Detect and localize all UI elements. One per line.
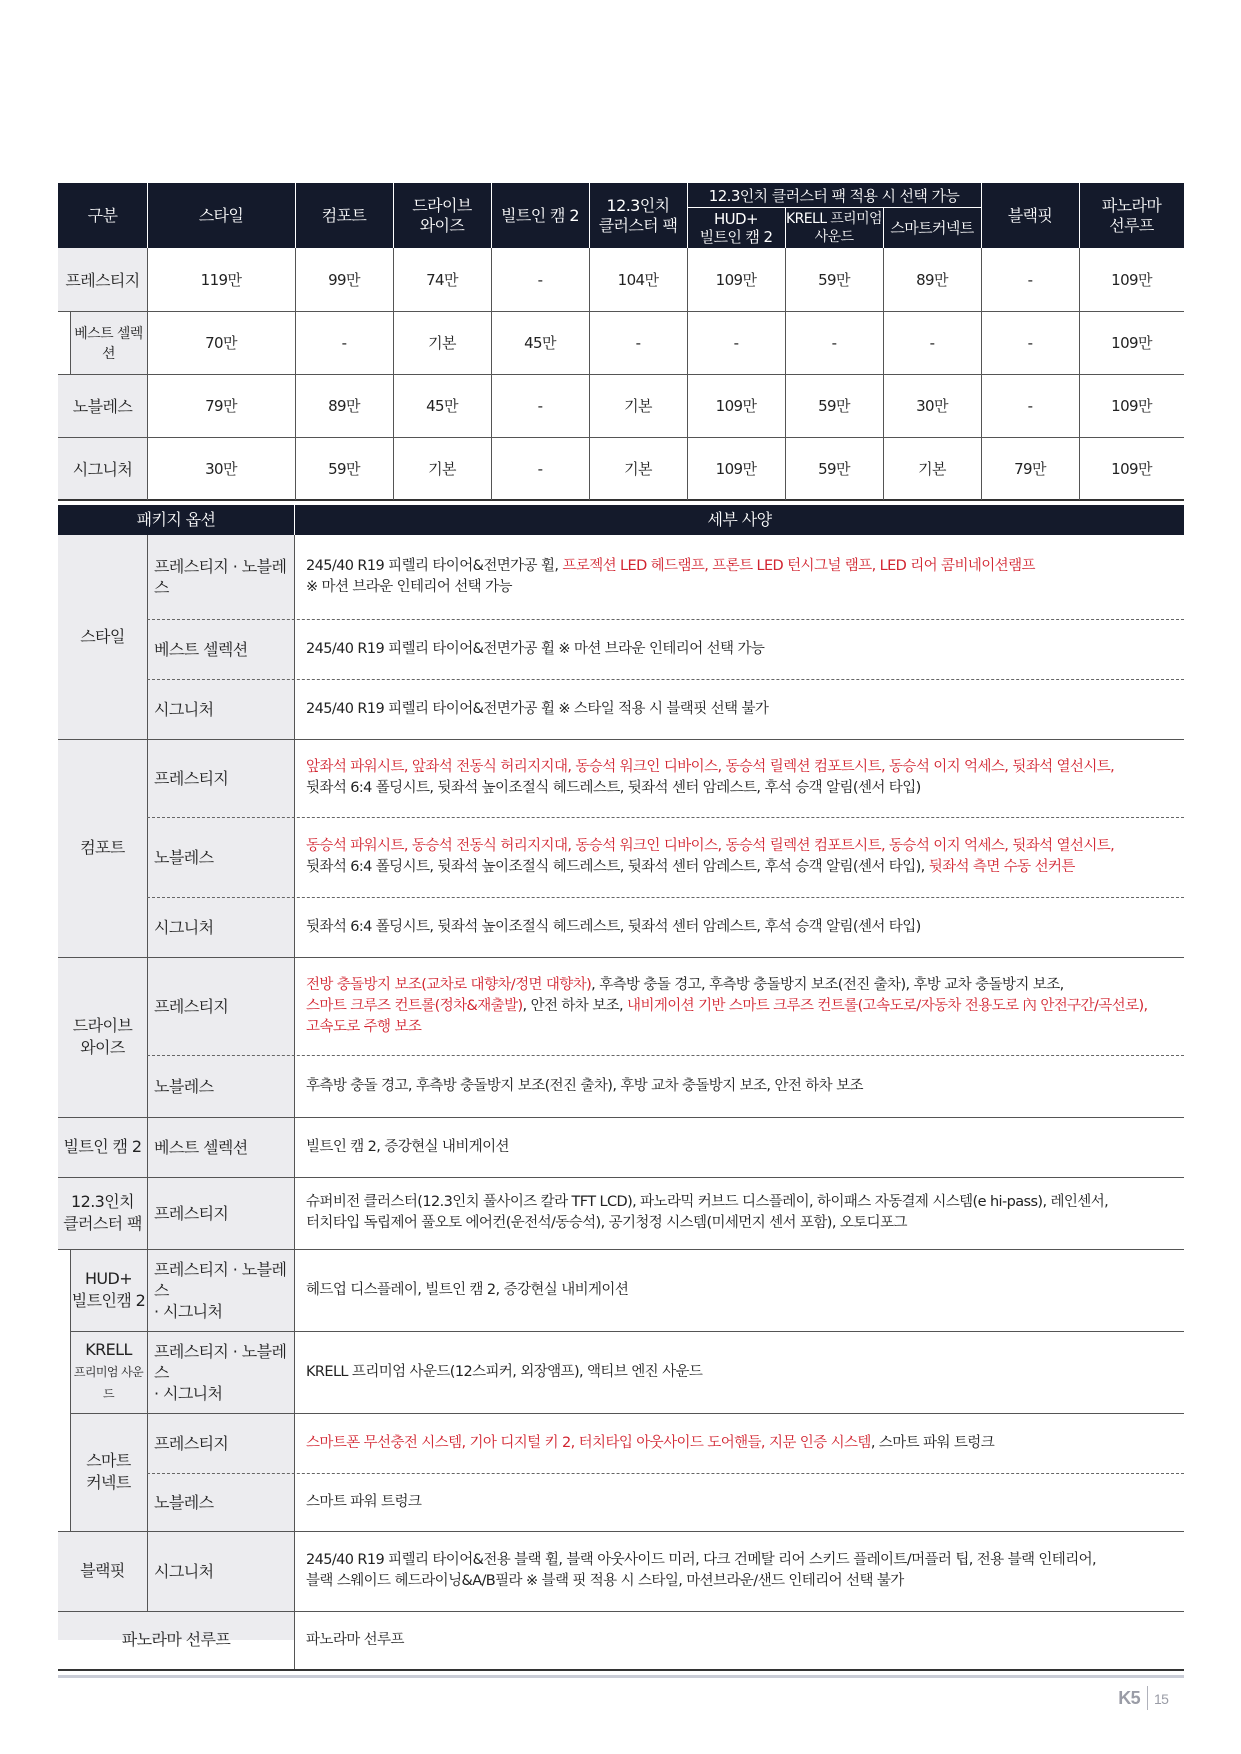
price-cell: - xyxy=(1027,333,1033,352)
detail-text: 뒷좌석 6:4 폴딩시트, 뒷좌석 높이조절식 헤드레스트, 뒷좌석 센터 암레스트, 후석 승객 알림(센서 타입) xyxy=(306,918,921,935)
group-black-fit: 블랙핏 xyxy=(80,1561,125,1580)
spec-table-header-package: 패키지 옵션 xyxy=(58,505,294,535)
trim-label: 시그니처 xyxy=(154,699,214,719)
col-cluster-group-header: 12.3인치 클러스터 팩 적용 시 선택 가능 xyxy=(687,183,981,208)
row-best-selection-label: 베스트 셀렉션 xyxy=(74,325,143,362)
price-cell: 59만 xyxy=(818,460,850,478)
detail-text: 245/40 R19 피렐리 타이어&전면가공 휠 ※ 마션 브라운 인테리어 선택 가능 xyxy=(306,640,765,657)
price-cell: - xyxy=(635,333,641,352)
trim-label: 시그니처 xyxy=(154,917,214,937)
col-black-fit-header: 블랙핏 xyxy=(981,183,1079,248)
price-cell: 59만 xyxy=(328,460,360,478)
detail-text: 동승석 파워시트, 동승석 전동식 허리지지대, 동승석 워크인 디바이스, 동승석 릴렉션 컴포트시트, 동승석 이지 억세스, 뒷좌석 열선시트, 뒷좌석 6:4 폴딩시트, 뒷좌석 높이조절식 헤드레스트, 뒷좌석 센터 암레스트, 후석 승객 알림(센서 타입), 뒷좌석 측면 수동 선커튼 xyxy=(306,838,1115,875)
price-cell: 109만 xyxy=(1111,397,1152,415)
price-cell: 기본 xyxy=(624,460,652,478)
trim-label: 프레스티지 xyxy=(154,768,229,788)
spec-table xyxy=(58,505,1184,1670)
spec-table-header-detail: 세부 사양 xyxy=(295,505,1184,535)
price-cell: 89만 xyxy=(916,271,948,289)
trim-label: 프레스티지 · 노블레스 xyxy=(154,557,287,597)
detail-text: 헤드업 디스플레이, 빌트인 캠 2, 증강현실 내비게이션 xyxy=(306,1281,629,1298)
col-panorama-header: 파노라마 선루프 xyxy=(1079,183,1184,248)
price-cell: - xyxy=(537,459,543,478)
price-cell: - xyxy=(537,270,543,289)
price-cell: 99만 xyxy=(328,271,360,289)
price-cell: 45만 xyxy=(426,397,458,415)
price-cell: 74만 xyxy=(426,271,458,289)
trim-label: 노블레스 xyxy=(154,1492,214,1512)
price-cell: 70만 xyxy=(205,334,237,352)
price-cell: 109만 xyxy=(1111,271,1152,289)
price-cell: 104만 xyxy=(617,271,659,289)
col-style-header: 스타일 xyxy=(147,183,295,248)
group-comfort: 컴포트 xyxy=(80,838,125,857)
group-hud: HUD+ 빌트인캠 2 xyxy=(71,1269,146,1310)
row-prestige-label: 프레스티지 xyxy=(65,271,140,290)
trim-label: 프레스티지 · 노블레스 · 시그니처 xyxy=(154,1259,287,1321)
col-category-header: 구분 xyxy=(58,183,147,248)
price-cell: 109만 xyxy=(715,271,757,289)
trim-label: 노블레스 xyxy=(154,1076,214,1096)
trim-label: 프레스티지 · 노블레스 · 시그니처 xyxy=(154,1341,287,1403)
detail-text: 스마트폰 무선충전 시스템, 기아 디지털 키 2, 터치타입 아웃사이드 도어핸들, 지문 인증 시스템, 스마트 파워 트렁크 xyxy=(306,1434,995,1451)
group-krell: KRELL 프리미엄 사운드 xyxy=(73,1340,144,1401)
trim-label: 프레스티지 xyxy=(154,996,229,1016)
price-cell: - xyxy=(1027,270,1033,289)
price-cell: 89만 xyxy=(328,397,360,415)
group-builtin-cam: 빌트인 캠 2 xyxy=(63,1137,142,1156)
price-cell: 30만 xyxy=(916,397,948,415)
col-cluster-pack-header: 12.3인치 클러스터 팩 xyxy=(589,183,687,248)
group-panorama: 파노라마 선루프 xyxy=(121,1630,231,1649)
price-cell: 59만 xyxy=(818,271,850,289)
detail-text: 스마트 파워 트렁크 xyxy=(306,1493,422,1510)
price-cell: 109만 xyxy=(715,460,757,478)
detail-text: KRELL 프리미엄 사운드(12스피커, 외장앰프), 액티브 엔진 사운드 xyxy=(306,1363,703,1380)
detail-text: 245/40 R19 피렐리 타이어&전면가공 휠, 프로젝션 LED 헤드램프, 프론트 LED 턴시그널 램프, LED 리어 콤비네이션램프 ※ 마션 브라운 인테리어 선택 가능 xyxy=(306,558,1035,595)
group-cluster-pack: 12.3인치 클러스터 팩 xyxy=(63,1192,142,1233)
col-smart-connect-header: 스마트커넥트 xyxy=(883,208,981,248)
trim-label: 노블레스 xyxy=(154,847,214,867)
price-cell: - xyxy=(1027,396,1033,415)
detail-text: 빌트인 캠 2, 증강현실 내비게이션 xyxy=(306,1138,509,1155)
detail-text: 후측방 충돌 경고, 후측방 충돌방지 보조(전진 출차), 후방 교차 충돌방지 보조, 안전 하차 보조 xyxy=(306,1077,863,1094)
detail-text: 슈퍼비전 클러스터(12.3인치 풀사이즈 칼라 TFT LCD), 파노라믹 커브드 디스플레이, 하이패스 자동결제 시스템(e hi-pass), 레인센서, 터치타입 독립제어 풀오토 에어컨(운전석/동승석), 공기청정 시스템(미세먼지 센서 포함), 오토디포그 xyxy=(306,1194,1109,1231)
price-cell: 기본 xyxy=(428,334,456,352)
trim-label: 시그니처 xyxy=(154,1561,214,1581)
trim-label: 프레스티지 xyxy=(154,1203,229,1223)
detail-text: 245/40 R19 피렐리 타이어&전용 블랙 휠, 블랙 아웃사이드 미러, 다크 건메탈 리어 스키드 플레이트/머플러 팁, 전용 블랙 인테리어, 블랙 스웨이드 헤드라이닝&A/B필라 ※ 블랙 핏 적용 시 스타일, 마션브라운/샌드 인테리어 선택 불가 xyxy=(306,1552,1097,1589)
price-cell: 45만 xyxy=(524,334,556,352)
price-cell: 30만 xyxy=(205,460,237,478)
price-cell: - xyxy=(929,333,935,352)
price-cell: - xyxy=(341,333,347,352)
price-table xyxy=(58,183,1184,501)
footer-rule xyxy=(58,1675,1184,1678)
price-cell: 109만 xyxy=(1111,334,1152,352)
group-drive-wise: 드라이브 와이즈 xyxy=(72,1016,133,1057)
price-cell: - xyxy=(537,396,543,415)
price-cell: 79만 xyxy=(205,397,237,415)
col-builtin-cam-header: 빌트인 캠 2 xyxy=(491,183,589,248)
col-drive-wise-header: 드라이브 와이즈 xyxy=(393,183,491,248)
price-cell: 109만 xyxy=(1111,460,1152,478)
trim-label: 베스트 셀렉션 xyxy=(154,639,248,659)
detail-text: 245/40 R19 피렐리 타이어&전면가공 휠 ※ 스타일 적용 시 블랙핏 선택 불가 xyxy=(306,700,769,717)
col-hud-header: HUD+ 빌트인 캠 2 xyxy=(687,208,785,248)
detail-text: 앞좌석 파워시트, 앞좌석 전동식 허리지지대, 동승석 워크인 디바이스, 동승석 릴렉션 컴포트시트, 동승석 이지 억세스, 뒷좌석 열선시트, 뒷좌석 6:4 폴딩시트, 뒷좌석 높이조절식 헤드레스트, 뒷좌석 센터 암레스트, 후석 승객 알림(센서 타입) xyxy=(306,759,1115,796)
trim-label: 프레스티지 xyxy=(154,1433,229,1453)
price-cell: 기본 xyxy=(428,460,456,478)
price-cell: - xyxy=(733,333,739,352)
footer-brand: K5 xyxy=(1118,1688,1140,1708)
detail-text: 파노라마 선루프 xyxy=(306,1631,404,1648)
price-cell: - xyxy=(831,333,837,352)
row-noblesse-label: 노블레스 xyxy=(72,397,133,416)
group-smart-connect: 스마트 커넥트 xyxy=(86,1451,131,1492)
price-cell: 109만 xyxy=(715,397,757,415)
col-krell-header: KRELL 프리미엄 사운드 xyxy=(785,208,883,248)
group-style: 스타일 xyxy=(80,627,125,646)
price-cell: 79만 xyxy=(1014,460,1046,478)
row-signature-label: 시그니처 xyxy=(72,460,133,479)
trim-label: 베스트 셀렉션 xyxy=(154,1137,248,1157)
footer-divider xyxy=(1147,1686,1148,1710)
page-number: 15 xyxy=(1154,1691,1169,1707)
price-cell: 59만 xyxy=(818,397,850,415)
price-cell: 기본 xyxy=(918,460,946,478)
price-cell: 119만 xyxy=(200,271,242,289)
price-cell: 기본 xyxy=(624,397,652,415)
detail-text: 전방 충돌방지 보조(교차로 대향차/정면 대향차), 후측방 충돌 경고, 후측방 충돌방지 보조(전진 출차), 후방 교차 충돌방지 보조, 스마트 크루즈 컨트롤(정차&재출발), 안전 하차 보조, 내비게이션 기반 스마트 크루즈 컨트롤(고속도로/자동차 전용도로 內 안전구간/곡선로), 고속도로 주행 보조 xyxy=(306,976,1148,1035)
col-comfort-header: 컴포트 xyxy=(295,183,393,248)
